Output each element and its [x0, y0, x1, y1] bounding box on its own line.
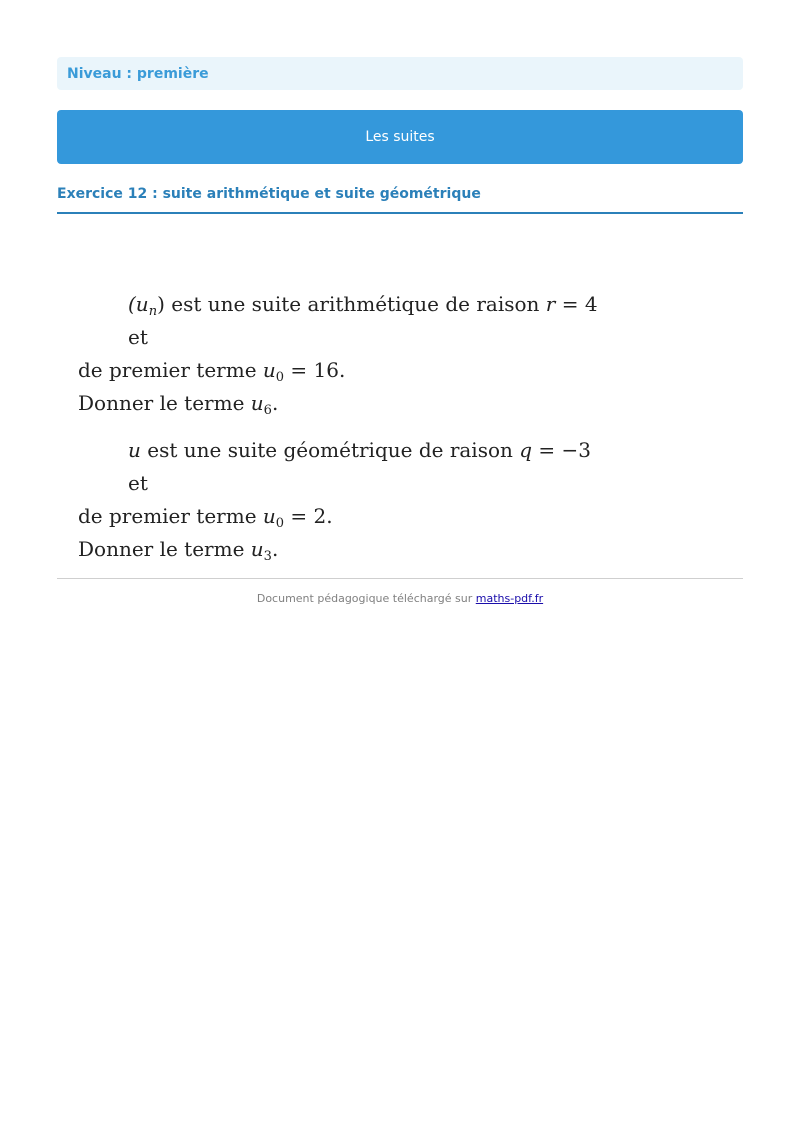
level-badge: [57, 57, 743, 90]
footer-divider: [57, 578, 743, 579]
footer: [57, 592, 743, 605]
footer-text: Document pédagogique téléchargé sur: [256, 592, 476, 605]
problem-1-line-1: $(u_n)$ est une suite arithmétique de raison r = 4 et: [128, 292, 598, 349]
problem-2-line-1: u est une suite géométrique de raison q = −3 et: [128, 438, 592, 495]
problem-2-line-2: de premier terme $u_0 = 2$.: [78, 504, 333, 531]
level-label: Niveau : première: [67, 65, 209, 82]
exercise-statement: [78, 288, 598, 576]
problem-1-line-2: de premier terme $u_0 = 16$.: [78, 358, 346, 385]
problem-1-question: Donner le terme $u_6$.: [78, 391, 279, 418]
footer-link[interactable]: maths-pdf.fr: [475, 592, 544, 605]
exercise-title: Exercice 12 : suite arithmétique et suite géométrique: [57, 186, 743, 214]
chapter-title: Les suites: [365, 129, 435, 145]
problem-2-question: Donner le terme $u_3$.: [78, 537, 279, 564]
chapter-title-bar: [57, 110, 743, 164]
